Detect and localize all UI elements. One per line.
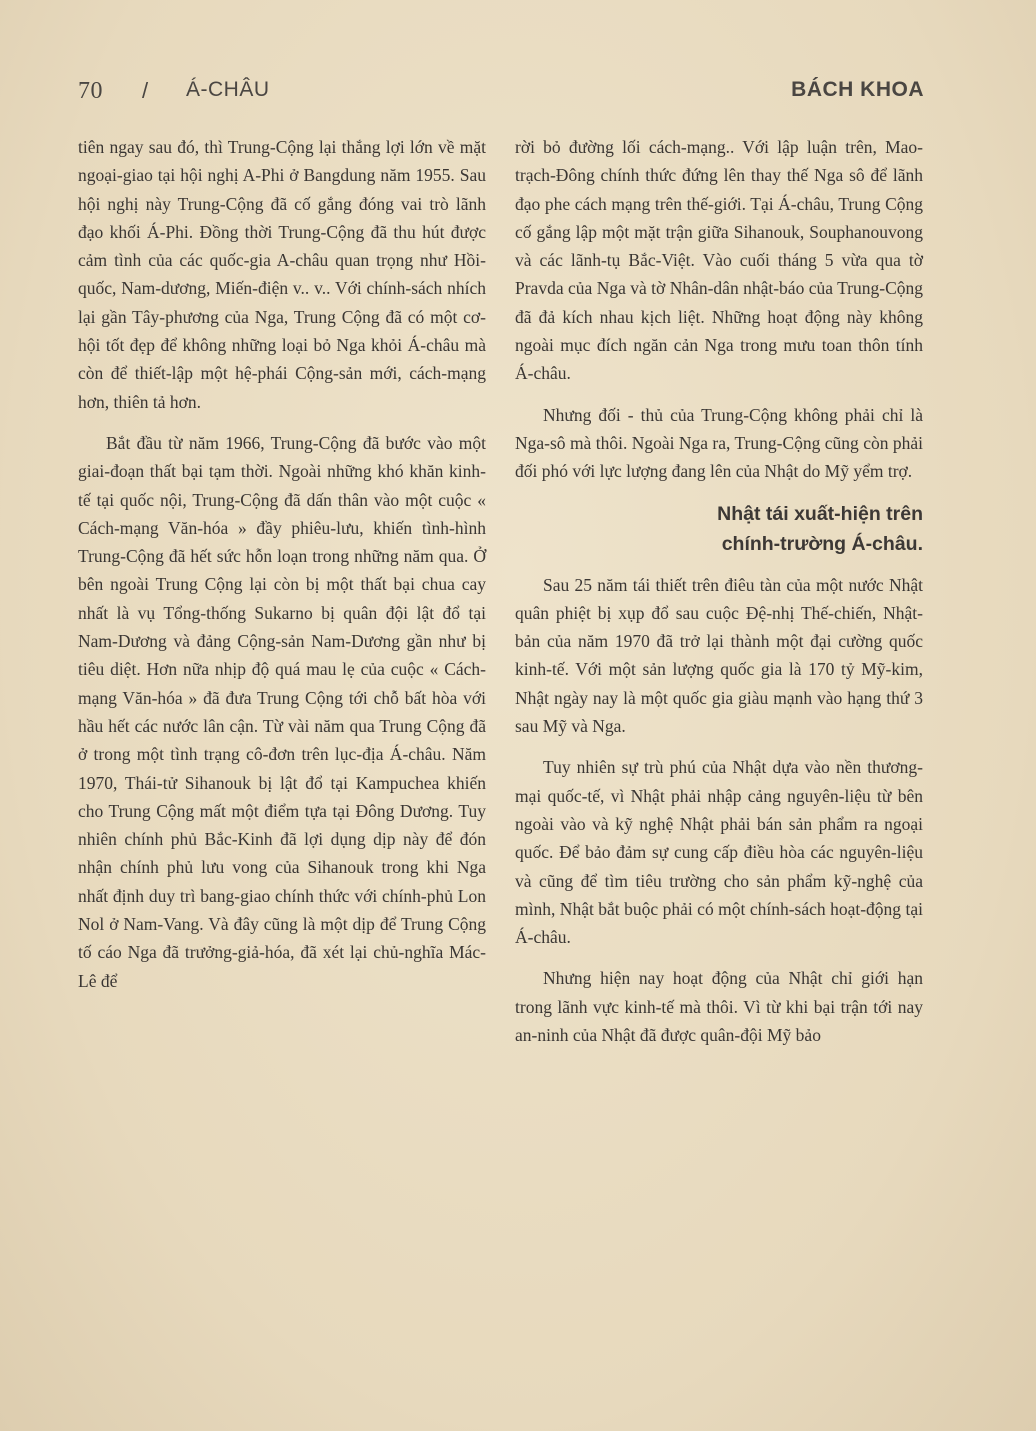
paragraph: Nhưng đối - thủ của Trung-Cộng không phải chỉ là Nga-sô mà thôi. Ngoài Nga ra, Trung-Cộng cũng còn phải đối phó với lực lượng đang lên của Nhật do Mỹ yểm trợ. [515, 404, 923, 482]
paragraph: Nhưng hiện nay hoạt động của Nhật chỉ giới hạn trong lãnh vực kinh-tế mà thôi. Vì từ khi bại trận tới nay an-ninh của Nhật đã được quân-đội Mỹ bảo [515, 968, 923, 1046]
magazine-title: BÁCH KHOA [791, 78, 924, 101]
paragraph: Sau 25 năm tái thiết trên điêu tàn của một nước Nhật quân phiệt bị xụp đổ sau cuộc Đệ-nhị Thế-chiến, Nhật-bản của năm 1970 đã trở lại thành một đại cường quốc kinh-tế. Với một sản lượng quốc gia là 170 tỷ Mỹ-kim, Nhật ngày nay là một quốc gia giàu mạnh vào hạng thứ 3 sau Mỹ và Nga. [515, 574, 923, 737]
right-column [515, 133, 923, 1062]
paragraph: rời bỏ đường lối cách-mạng.. Với lập luận trên, Mao-trạch-Đông chính thức đứng lên thay thế Nga sô để lãnh đạo phe cách mạng trên thế-giới. Tại Á-châu, Trung Cộng cố gắng lập một mặt trận giữa Sihanouk, Souphanouvong và các lãnh-tụ Bắc-Việt. Vào cuối tháng 5 vừa qua tờ Pravda của Nga và tờ Nhân-dân nhật-báo của Trung-Cộng đã đả kích nhau kịch liệt. Những hoạt động này không ngoài mục đích ngăn cản Nga trong mưu toan thôn tính Á-châu. [515, 137, 923, 384]
section-heading-line: chính-trường Á-châu. [721, 532, 923, 555]
page-number: 70 [78, 78, 103, 104]
paragraph: Bắt đầu từ năm 1966, Trung-Cộng đã bước vào một giai-đoạn thất bại tạm thời. Ngoài những khó khăn kinh-tế tại quốc nội, Trung-Cộng đã dấn thân vào một cuộc « Cách-mạng Văn-hóa » đầy phiêu-lưu, khiến tình-hình Trung-Cộng đã hết sức hỗn loạn trong những năm qua. Ở bên ngoài Trung Cộng lại còn bị một thất bại chua cay nhất là vụ Tổng-thống Sukarno bị quân đội lật đổ tại Nam-Dương và đảng Cộng-sản Nam-Dương gần như bị tiêu diệt. Hơn nữa nhịp độ quá mau lẹ của cuộc « Cách-mạng Văn-hóa » đã đưa Trung Cộng tới chỗ bất hòa với hầu hết các nước lân cận. Từ vài năm qua Trung Cộng đã ở trong một tình trạng cô-đơn trên lục-địa Á-châu. Năm 1970, Thái-tử Sihanouk bị lật đổ tại Kampuchea khiến cho Trung Cộng mất một điểm tựa tại Đông Dương. Tuy nhiên chính phủ Bắc-Kinh đã lợi dụng dịp này để đón nhận chính phủ lưu vong của Sihanouk trong khi Nga nhất định duy trì bang-giao chính thức với chính-phủ Lon Nol ở Nam-Vang. Và đây cũng là một dịp để Trung Cộng tố cáo Nga đã trưởng-giả-hóa, đã xét lại chủ-nghĩa Mác-Lê để [78, 432, 486, 991]
left-column [78, 133, 486, 1008]
page-header [78, 74, 924, 110]
section-title: Á-CHÂU [186, 78, 270, 101]
section-heading-line: Nhật tái xuất-hiện trên [717, 502, 923, 525]
paragraph: Tuy nhiên sự trù phú của Nhật dựa vào nền thương-mại quốc-tế, vì Nhật phải nhập cảng nguyên-liệu từ bên ngoài vào và kỹ nghệ Nhật phải bán sản phẩm ra ngoại quốc. Để bảo đảm sự cung cấp điều hòa các nguyên-liệu và cũng để tìm tiêu trường cho sản phẩm kỹ-nghệ của mình, Nhật bắt buộc phải có một chính-sách hoạt-động tại Á-châu. [515, 757, 923, 948]
header-separator: / [142, 78, 149, 103]
section-heading [515, 499, 923, 559]
paragraph: tiên ngay sau đó, thì Trung-Cộng lại thắng lợi lớn về mặt ngoại-giao tại hội nghị A-Phi ở Bangdung năm 1955. Sau hội nghị này Trung-Cộng đã cố gắng đóng vai trò lãnh đạo khối Á-Phi. Đồng thời Trung-Cộng đã thu hút được cảm tình của các quốc-gia A-châu quan trọng như Hồi-quốc, Nam-dương, Miến-điện v.. v.. Với chính-sách nhích lại gần Tây-phương của Nga, Trung Cộng đã có một cơ-hội tốt đẹp để không những loại bỏ Nga khỏi Á-châu mà còn để thiết-lập một hệ-phái Cộng-sản mới, cách-mạng hơn, thiên tả hơn. [78, 137, 486, 412]
